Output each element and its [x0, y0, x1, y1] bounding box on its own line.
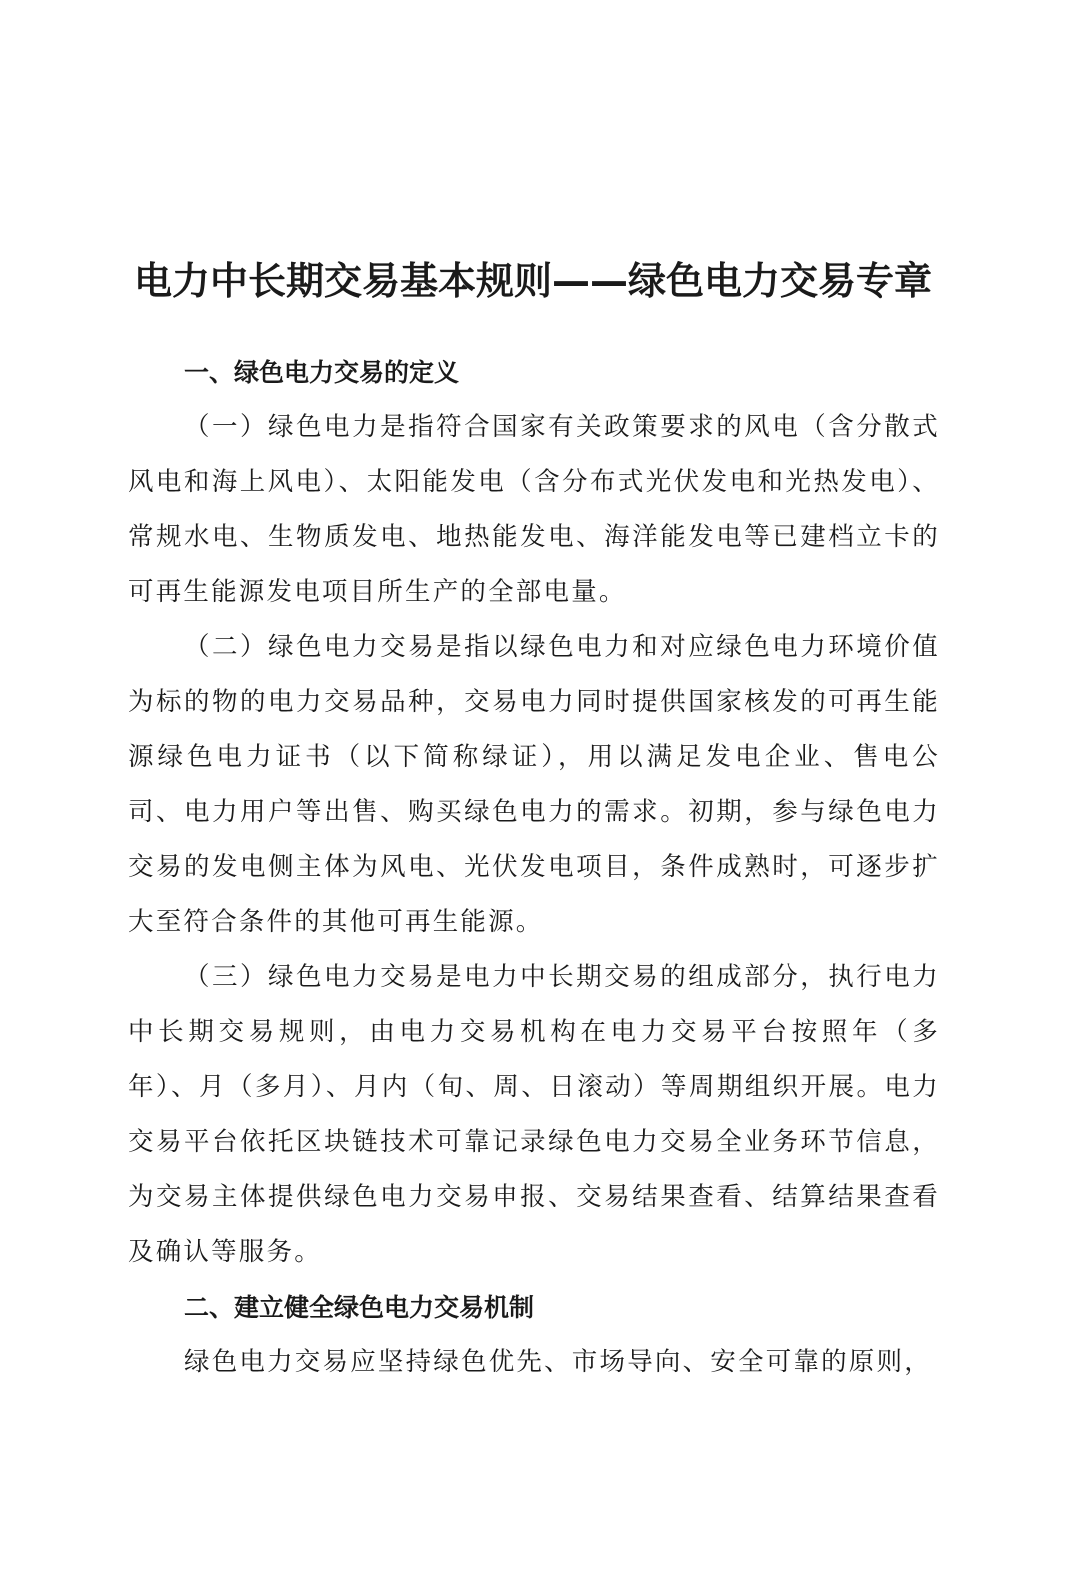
section-definition: [128, 345, 940, 1280]
section-mechanism: [128, 1280, 940, 1390]
document-title: 电力中长期交易基本规则——绿色电力交易专章: [133, 259, 932, 304]
paragraph: （一）绿色电力是指符合国家有关政策要求的风电（含分散式风电和海上风电）、太阳能发电（含分布式光伏发电和光热发电）、常规水电、生物质发电、地热能发电、海洋能发电等已建档立卡的可再生能源发电项目所生产的全部电量。: [128, 412, 940, 607]
document-body: [128, 345, 940, 1390]
section-heading: 二、建立健全绿色电力交易机制: [184, 1293, 535, 1322]
section-heading: 一、绿色电力交易的定义: [184, 358, 460, 387]
paragraph: 绿色电力交易应坚持绿色优先、市场导向、安全可靠的原则，: [184, 1347, 932, 1377]
paragraph: （三）绿色电力交易是电力中长期交易的组成部分，执行电力中长期交易规则，由电力交易机构在电力交易平台按照年（多年）、月（多月）、月内（旬、周、日滚动）等周期组织开展。电力交易平台依托区块链技术可靠记录绿色电力交易全业务环节信息，为交易主体提供绿色电力交易申报、交易结果查看、结算结果查看及确认等服务。: [128, 962, 940, 1267]
paragraph: （二）绿色电力交易是指以绿色电力和对应绿色电力环境价值为标的物的电力交易品种，交易电力同时提供国家核发的可再生能源绿色电力证书（以下简称绿证），用以满足发电企业、售电公司、电力用户等出售、购买绿色电力的需求。初期，参与绿色电力交易的发电侧主体为风电、光伏发电项目，条件成熟时，可逐步扩大至符合条件的其他可再生能源。: [128, 632, 940, 937]
